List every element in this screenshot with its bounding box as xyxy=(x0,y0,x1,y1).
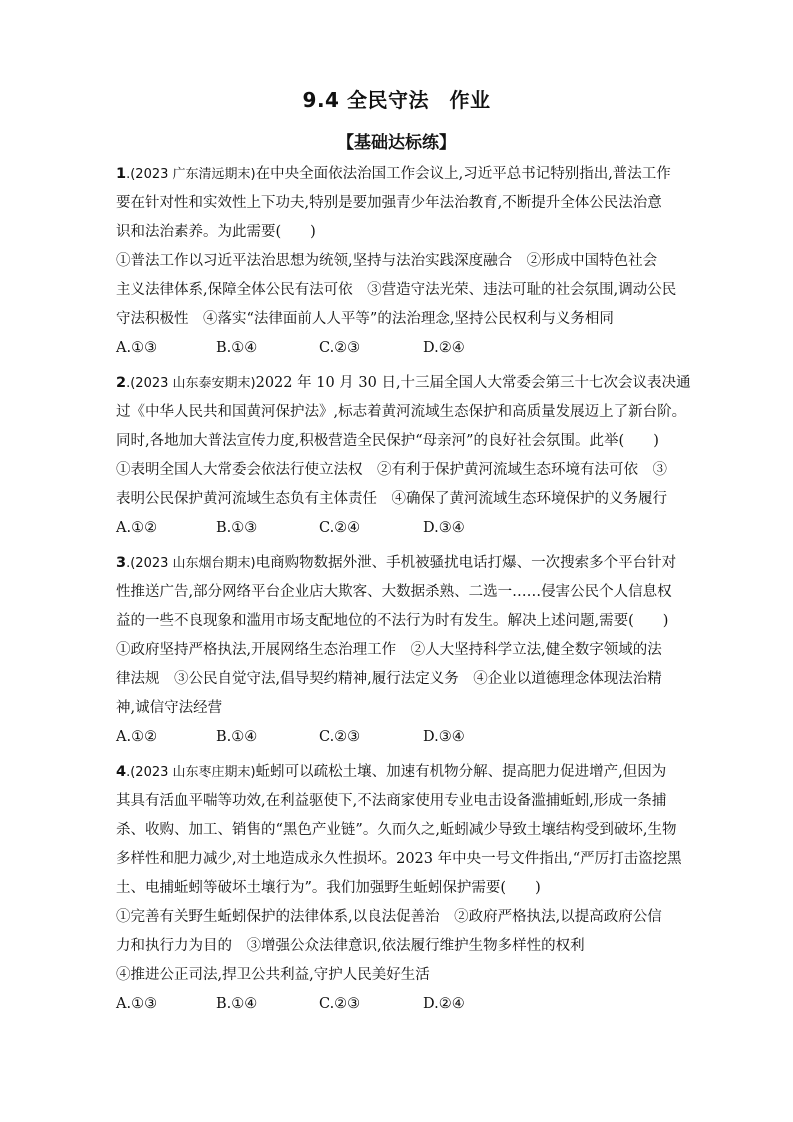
question-line xyxy=(116,369,706,398)
question-3 xyxy=(116,549,706,752)
question-1 xyxy=(116,160,706,363)
question-text: 主义法律体系,保障全体公民有法可依 ③营造守法光荣、违法可耻的社会氛围,调动公民 xyxy=(116,282,677,298)
question-text: 力和执行力为目的 ③增强公众法律意识,依法履行维护生物多样性的权利 xyxy=(116,938,585,954)
question-line xyxy=(116,816,706,845)
option-c[interactable]: C.②③ xyxy=(319,996,361,1012)
page-title: 9.4 全民守法 作业 xyxy=(302,88,491,112)
answer-options xyxy=(116,723,706,752)
question-source: .(2023 山东烟台期末) xyxy=(126,556,256,571)
question-number: 3 xyxy=(116,555,127,571)
question-source: .(2023 山东泰安期末) xyxy=(126,376,256,391)
option-b[interactable]: B.①④ xyxy=(216,729,258,745)
question-text: 土、电捕蚯蚓等破坏土壤行为”。我们加强野生蚯蚓保护需要( ) xyxy=(116,880,541,896)
option-c[interactable]: C.②④ xyxy=(319,520,361,536)
option-d[interactable]: D.③④ xyxy=(423,520,465,536)
option-c[interactable]: C.②③ xyxy=(319,340,361,356)
question-text: 益的一些不良现象和滥用市场支配地位的不法行为时有发生。解决上述问题,需要( ) xyxy=(116,613,669,629)
question-text: 守法积极性 ④落实“法律面前人人平等”的法治理念,坚持公民权利与义务相同 xyxy=(116,311,614,327)
option-a[interactable]: A.①③ xyxy=(116,340,158,356)
question-text: 神,诚信守法经营 xyxy=(116,700,223,716)
question-4 xyxy=(116,758,706,1019)
question-text: 在中央全面依法治国工作会议上,习近平总书记特别指出,普法工作 xyxy=(255,166,671,182)
option-d[interactable]: D.②④ xyxy=(423,996,465,1012)
question-line xyxy=(116,636,706,665)
option-a[interactable]: A.①② xyxy=(116,520,158,536)
question-text: 性推送广告,部分网络平台企业店大欺客、大数据杀熟、二选一……侵害公民个人信息权 xyxy=(116,584,672,600)
question-line xyxy=(116,276,706,305)
question-line xyxy=(116,247,706,276)
question-text: 其具有活血平喘等功效,在利益驱使下,不法商家使用专业电击设备滥捕蚯蚓,形成一条捕 xyxy=(116,793,667,809)
option-d[interactable]: D.③④ xyxy=(423,729,465,745)
question-line xyxy=(116,305,706,334)
question-text: 律法规 ③公民自觉守法,倡导契约精神,履行法定义务 ④企业以道德理念体现法治精 xyxy=(116,671,662,687)
question-line xyxy=(116,758,706,787)
question-line xyxy=(116,787,706,816)
section-heading: 【基础达标练】 xyxy=(337,133,456,153)
question-line xyxy=(116,665,706,694)
question-text: 同时,各地加大普法宣传力度,积极营造全民保护“母亲河”的良好社会氛围。此举( ) xyxy=(116,433,659,449)
answer-options xyxy=(116,514,706,543)
question-text: 识和法治素养。为此需要( ) xyxy=(116,224,316,240)
question-text: 多样性和肥力减少,对土地造成永久性损坏。2023 年中央一号文件指出,“严厉打击盗挖黑 xyxy=(116,851,682,867)
question-line xyxy=(116,874,706,903)
option-b[interactable]: B.①③ xyxy=(216,520,258,536)
option-b[interactable]: B.①④ xyxy=(216,996,258,1012)
question-2 xyxy=(116,369,706,543)
option-a[interactable]: A.①② xyxy=(116,729,158,745)
question-text: ①普法工作以习近平法治思想为统领,坚持与法治实践深度融合 ②形成中国特色社会 xyxy=(116,253,658,269)
answer-options xyxy=(116,334,706,363)
question-line xyxy=(116,578,706,607)
question-line xyxy=(116,189,706,218)
question-text: 要在针对性和实效性上下功夫,特别是要加强青少年法治教育,不断提升全体公民法治意 xyxy=(116,195,662,211)
question-line xyxy=(116,694,706,723)
question-text: 杀、收购、加工、销售的“黑色产业链”。久而久之,蚯蚓减少导致土壤结构受到破坏,生物 xyxy=(116,822,677,838)
question-text: 过《中华人民共和国黄河保护法》,标志着黄河流域生态保护和高质量发展迈上了新台阶。 xyxy=(116,404,687,420)
question-list xyxy=(116,160,706,1025)
question-line xyxy=(116,903,706,932)
question-source: .(2023 山东枣庄期末) xyxy=(126,765,256,780)
question-line xyxy=(116,932,706,961)
question-text: 电商购物数据外泄、手机被骚扰电话打爆、一次搜索多个平台针对 xyxy=(255,555,677,571)
question-text: 蚯蚓可以疏松土壤、加速有机物分解、提高肥力促进增产,但因为 xyxy=(255,764,667,780)
question-text: 表明公民保护黄河流域生态负有主体责任 ④确保了黄河流域生态环境保护的义务履行 xyxy=(116,491,667,507)
question-line xyxy=(116,398,706,427)
question-line xyxy=(116,961,706,990)
question-text: ④推进公正司法,捍卫公共利益,守护人民美好生活 xyxy=(116,967,430,983)
question-line xyxy=(116,485,706,514)
option-d[interactable]: D.②④ xyxy=(423,340,465,356)
question-line xyxy=(116,456,706,485)
option-a[interactable]: A.①③ xyxy=(116,996,158,1012)
question-text: 2022 年 10 月 30 日,十三届全国人大常委会第三十七次会议表决通 xyxy=(255,375,691,391)
answer-options xyxy=(116,990,706,1019)
question-line xyxy=(116,845,706,874)
question-text: ①完善有关野生蚯蚓保护的法律体系,以良法促善治 ②政府严格执法,以提高政府公信 xyxy=(116,909,662,925)
question-number: 4 xyxy=(116,764,127,780)
question-source: .(2023 广东清远期末) xyxy=(126,167,256,182)
question-number: 2 xyxy=(116,375,127,391)
question-line xyxy=(116,607,706,636)
option-b[interactable]: B.①④ xyxy=(216,340,258,356)
question-text: ①政府坚持严格执法,开展网络生态治理工作 ②人大坚持科学立法,健全数字领域的法 xyxy=(116,642,662,658)
option-c[interactable]: C.②③ xyxy=(319,729,361,745)
question-line xyxy=(116,218,706,247)
question-number: 1 xyxy=(116,166,127,182)
question-line xyxy=(116,549,706,578)
question-line xyxy=(116,427,706,456)
question-line xyxy=(116,160,706,189)
question-text: ①表明全国人大常委会依法行使立法权 ②有利于保护黄河流域生态环境有法可依 ③ xyxy=(116,462,667,478)
